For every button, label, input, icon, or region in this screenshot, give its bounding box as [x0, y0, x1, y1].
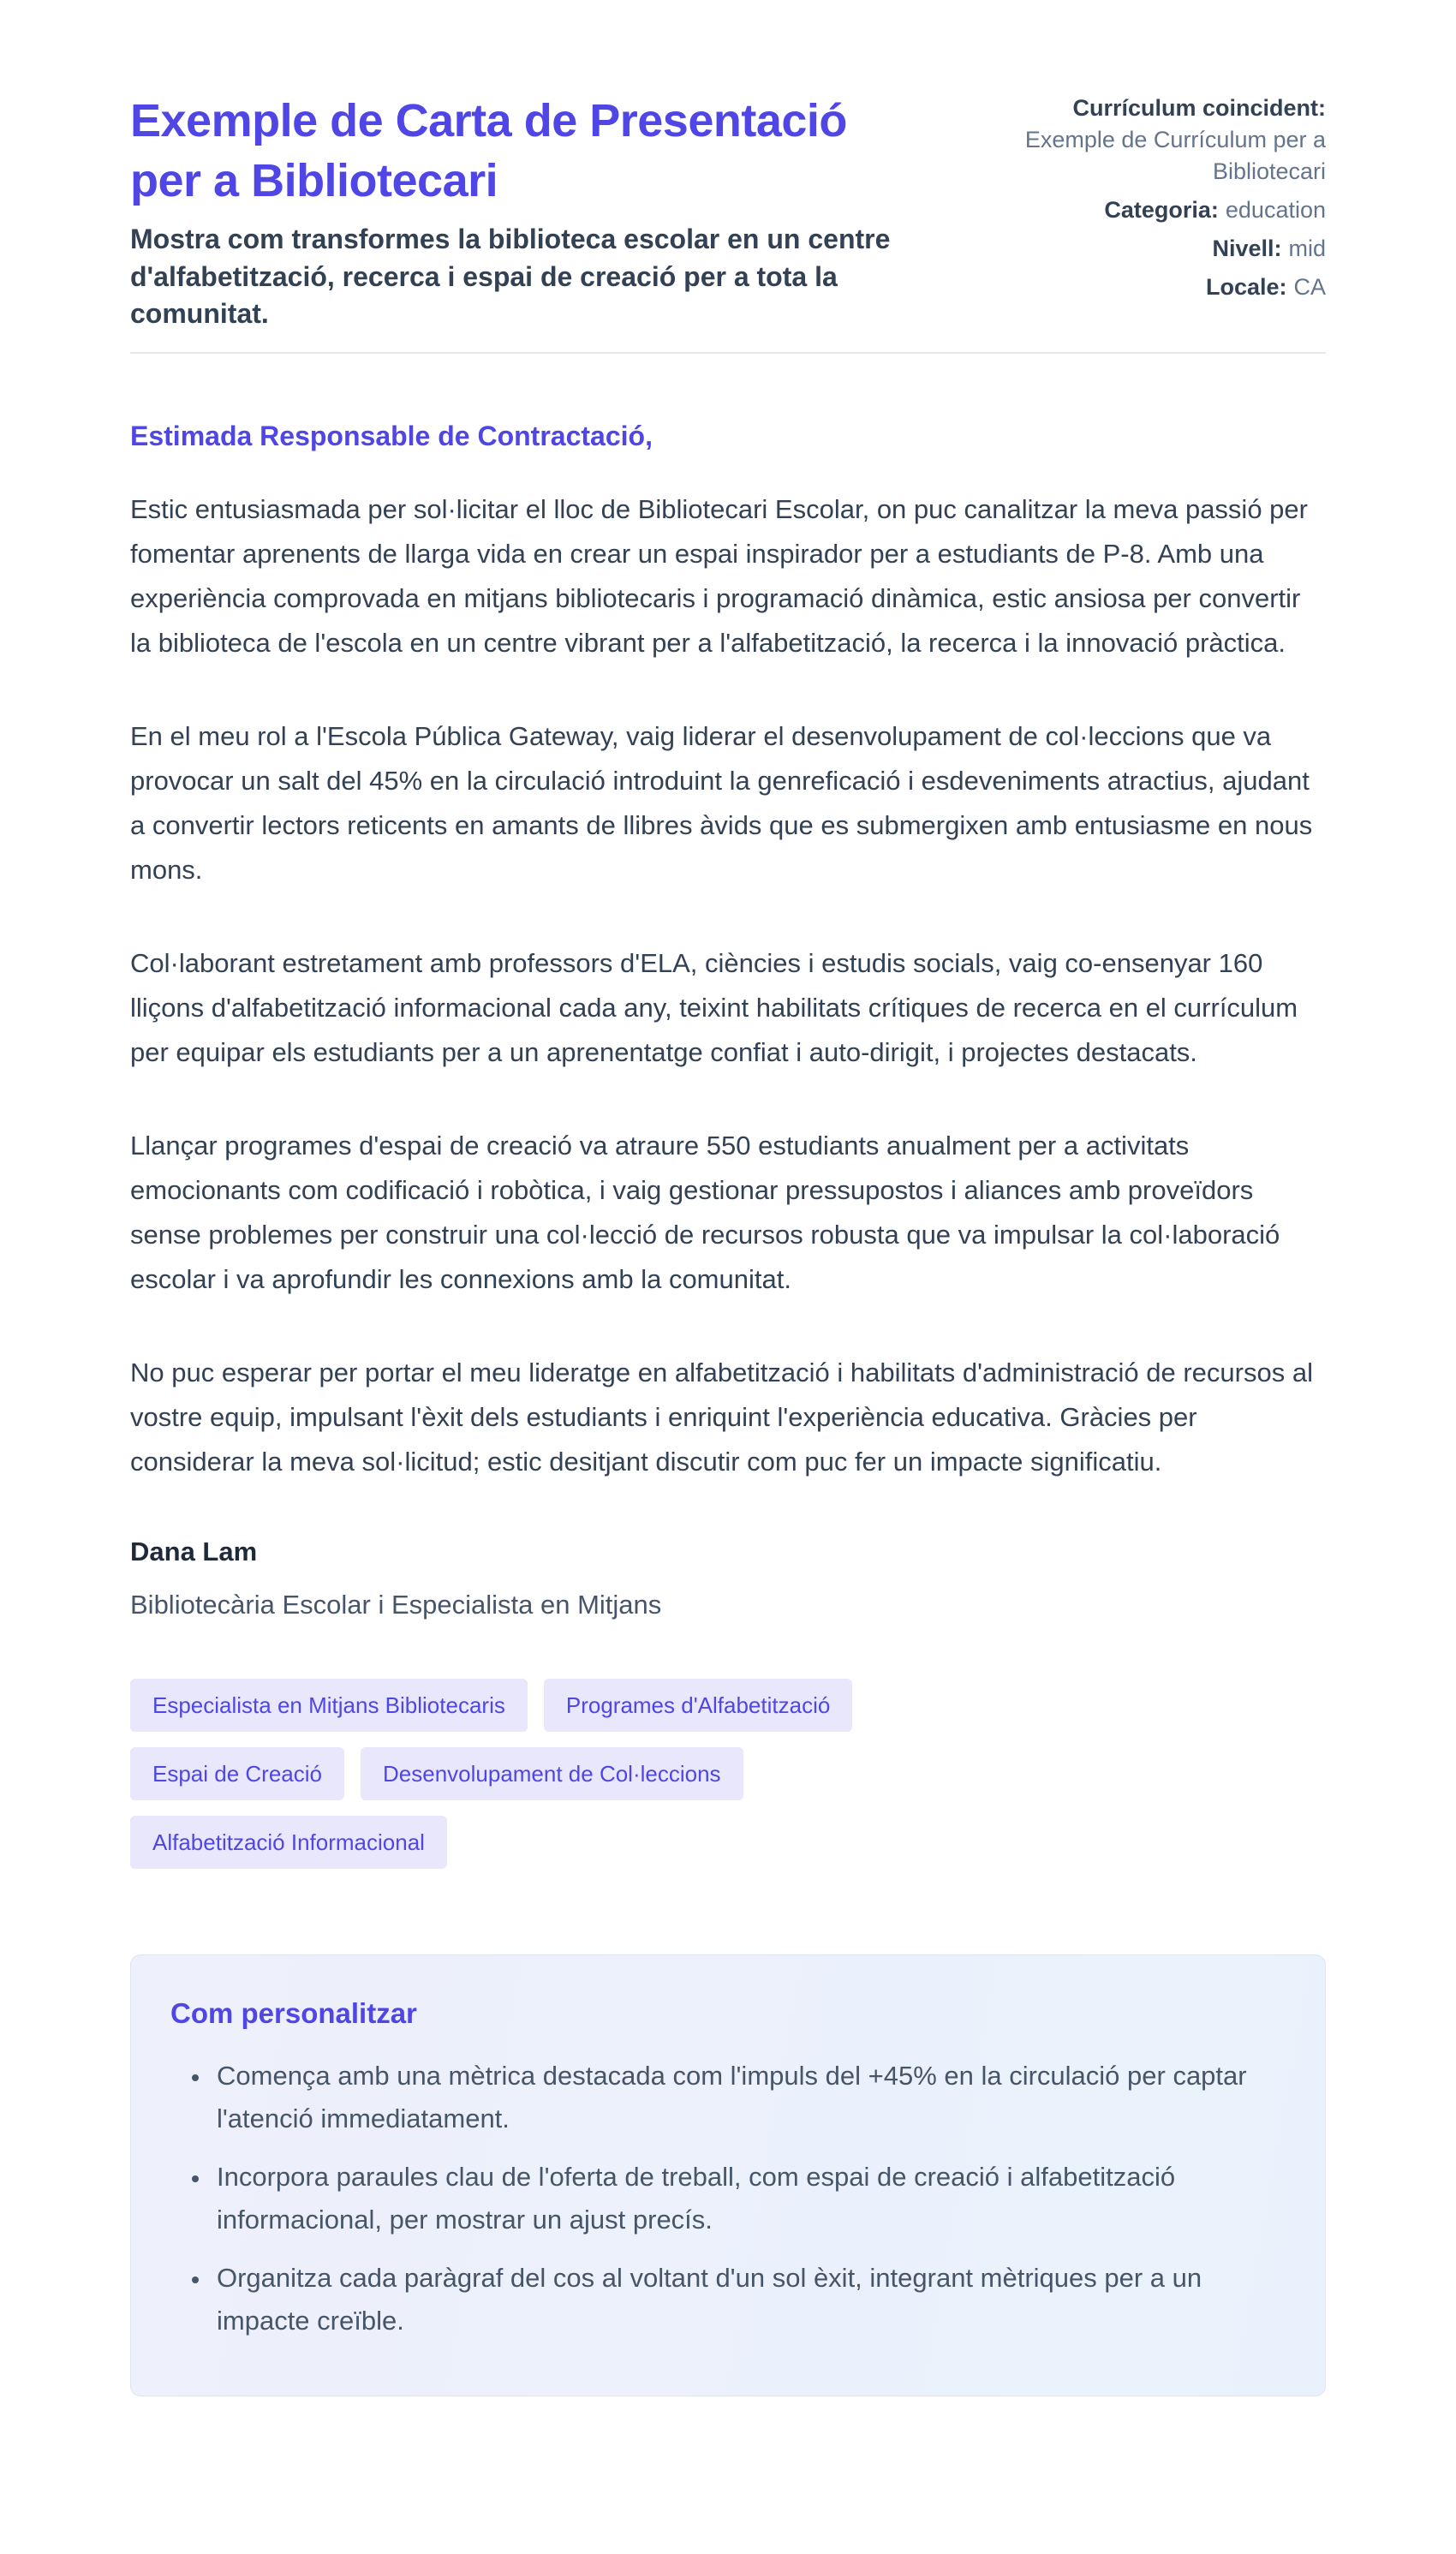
- tip-item: • Incorpora paraules clau de l'oferta de treball, com espai de creació i alfabetització informacional, per mostrar un ajust precís.: [212, 2156, 1286, 2241]
- tag-chip: Alfabetització Informacional: [130, 1816, 447, 1869]
- meta-row-locale: [983, 272, 1326, 303]
- meta-level-label: Nivell:: [1212, 236, 1282, 261]
- meta-matching-resume-value: Exemple de Currículum per a Bibliotecari: [1024, 127, 1326, 184]
- tag-chip: Especialista en Mitjans Bibliotecaris: [130, 1679, 528, 1732]
- meta-block: [983, 91, 1326, 310]
- letter-paragraph: No puc esperar per portar el meu lideratge en alfabetització i habilitats d'administració de recursos al vostre equip, impulsant l'èxit dels estudiants i enriquint l'experiència educativa. Gràcies per considerar la meva sol·licitud; estic desitjant discutir com puc fer un impacte significatiu.: [130, 1357, 1313, 1477]
- keyword-tags: [130, 1679, 1072, 1869]
- tip-item: • Organitza cada paràgraf del cos al voltant d'un sol èxit, integrant mètriques per a un impacte creïble.: [212, 2257, 1286, 2342]
- page-title: Exemple de Carta de Presentació per a Bibliotecari: [130, 95, 847, 207]
- letter-paragraph: Estic entusiasmada per sol·licitar el lloc de Bibliotecari Escolar, on puc canalitzar la meva passió per fomentar aprenents de llarga vida en crear un espai inspirador per a estudiants de P-8. Amb una experiència comprovada en mitjans bibliotecaris i programació dinàmica, estic ansiosa per convertir la biblioteca de l'escola en un centre vibrant per a l'alfabetització, la recerca i la innovació pràctica.: [130, 493, 1308, 658]
- tips-heading: Com personalitzar: [170, 1996, 417, 2029]
- header: [130, 91, 1326, 333]
- letter-paragraph: Col·laborant estretament amb professors d'ELA, ciències i estudis socials, vaig co-ensenyar 160 lliçons d'alfabetització informacional cada any, teixint habilitats crítiques de recerca en el currículum per equipar els estudiants per a un aprenentatge confiat i auto-dirigit, i projectes destacats.: [130, 947, 1298, 1067]
- tag-chip: Desenvolupament de Col·leccions: [361, 1747, 743, 1800]
- meta-category-label: Categoria:: [1104, 197, 1219, 223]
- letter-greeting: Estimada Responsable de Contractació,: [130, 420, 653, 451]
- meta-row-level: [983, 233, 1326, 265]
- signature-role: Bibliotecària Escolar i Especialista en Mitjans: [130, 1589, 662, 1620]
- customization-tips-box: [130, 1954, 1326, 2396]
- meta-matching-resume-label: Currículum coincident:: [1072, 95, 1326, 121]
- signature-name: Dana Lam: [130, 1536, 258, 1566]
- tips-list: [170, 2055, 1286, 2342]
- header-text-block: [130, 91, 974, 333]
- letter-body: [130, 417, 1326, 1624]
- meta-level-value: mid: [1288, 236, 1326, 261]
- meta-locale-label: Locale:: [1205, 274, 1287, 300]
- page-subtitle: Mostra com transformes la biblioteca escolar en un centre d'alfabetització, recerca i espai de creació per a tota la comunitat.: [130, 224, 891, 330]
- letter-paragraph: En el meu rol a l'Escola Pública Gateway, vaig liderar el desenvolupament de col·leccions que va provocar un salt del 45% en la circulació introduint la genreficació i esdeveniments atractius, ajudant a convertir lectors reticents en amants de llibres àvids que es submergixen amb entusiasme en nous mons.: [130, 720, 1313, 885]
- letter-paragraph: Llançar programes d'espai de creació va atraure 550 estudiants anualment per a activitats emocionants com codificació i robòtica, i vaig gestionar pressupostos i aliances amb proveïdors sense problemes per construir una col·lecció de recursos robusta que va impulsar la col·laboració escolar i va aprofundir les connexions amb la comunitat.: [130, 1130, 1280, 1294]
- header-divider: [130, 352, 1326, 354]
- meta-matching-resume: [983, 92, 1326, 188]
- cover-letter-page: [130, 0, 1326, 2479]
- meta-row-category: [983, 194, 1326, 226]
- tag-chip: Programes d'Alfabetització: [544, 1679, 852, 1732]
- meta-category-value: education: [1225, 197, 1326, 223]
- bottom-spacer: [130, 2396, 1326, 2479]
- tip-item: • Comença amb una mètrica destacada com l'impuls del +45% en la circulació per captar l'atenció immediatament.: [212, 2055, 1286, 2140]
- meta-locale-value: CA: [1293, 274, 1326, 300]
- tag-chip: Espai de Creació: [130, 1747, 344, 1800]
